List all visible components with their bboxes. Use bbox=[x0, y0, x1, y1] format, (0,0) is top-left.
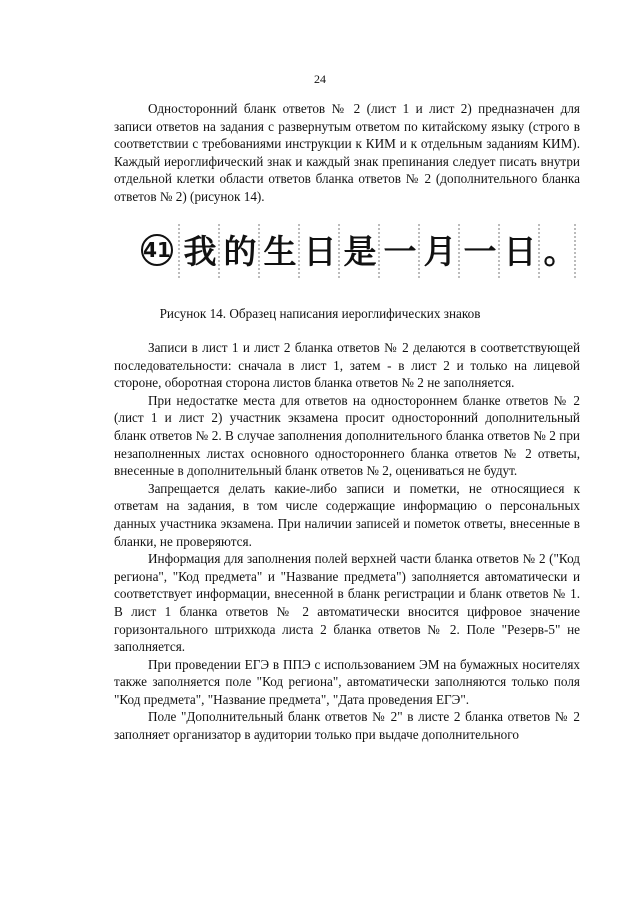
figure-caption: Рисунок 14. Образец написания иероглифических знаков bbox=[159, 306, 481, 321]
sample-glyph: 一 bbox=[463, 232, 497, 271]
paragraph: Записи в лист 1 и лист 2 бланка ответов № 2 делаются в соответствующей последовательности: сначала в лист 1, затем - в лист 2 и только на лицевой стороне, оборотная сторона листов бланка ответов № 2 не заполняется. bbox=[114, 340, 580, 391]
paragraph: При недостатке места для ответов на одностороннем бланке ответов № 2 (лист 1 и лист 2) участник экзамена просит односторонний дополнительный бланк ответов № 2. В случае заполнения дополнительного бланка ответов № 2 при незаполненных листах основного одностороннего бланка ответов № 2 ответы, внесенные в дополнительный бланк ответов № 2, оцениваться не будут. bbox=[114, 392, 580, 479]
sample-glyph: 的 bbox=[223, 232, 257, 271]
paragraph: При проведении ЕГЭ в ППЭ с использованием ЭМ на бумажных носителях также заполняется поле "Код региона", автоматически заполняются только поля "Код предмета", "Название предмета", "Дата проведения ЕГЭ". bbox=[114, 656, 580, 707]
sample-glyph: 我 bbox=[183, 232, 217, 271]
paragraph: Информация для заполнения полей верхней части бланка ответов № 2 ("Код региона", "Код предмета" и "Название предмета") заполняется автоматически и соответствует информации, внесенной в бланк регистрации и бланк ответов № 1. В лист 1 бланка ответов № 2 автоматически вносится цифровое значение горизонтального штрихкода листа 2 бланка ответов № 2. Поле "Резерв-5" не заполняется. bbox=[114, 551, 580, 655]
sample-glyph: 日 bbox=[303, 232, 337, 271]
hieroglyph-sample-figure bbox=[137, 222, 577, 280]
paragraph: Поле "Дополнительный бланк ответов № 2" в листе 2 бланка ответов № 2 заполняет организатор в аудитории только при выдаче дополнительного bbox=[114, 709, 580, 743]
sample-glyph: 。 bbox=[543, 232, 577, 271]
sample-glyph: 生 bbox=[263, 232, 297, 271]
intro-paragraph: Односторонний бланк ответов № 2 (лист 1 и лист 2) предназначен для записи ответов на задания с развернутым ответом по китайскому языку (строго в соответствии с требованиями инструкции к КИМ и к отдельным заданиям КИМ). Каждый иероглифический знак и каждый знак препинания следует писать внутри отдельной клетки области ответов бланка ответов № 2 (дополнительного бланка ответов № 2) (рисунок 14). bbox=[114, 101, 580, 204]
sample-glyph: 日 bbox=[503, 232, 537, 271]
sample-glyph: 月 bbox=[423, 232, 457, 271]
sample-glyph: 一 bbox=[383, 232, 417, 271]
intro-paragraph-block bbox=[114, 100, 580, 206]
sample-glyph: 是 bbox=[343, 232, 377, 271]
task-number-circle: 41 bbox=[141, 234, 173, 266]
paragraph: Запрещается делать какие-либо записи и пометки, не относящиеся к ответам на задания, в том числе содержащие информацию о персональных данных участника экзамена. При наличии записей и пометок ответы, внесенные в бланки, не проверяются. bbox=[114, 480, 580, 549]
main-paragraphs-block bbox=[114, 339, 580, 744]
page-number: 24 bbox=[314, 72, 326, 86]
